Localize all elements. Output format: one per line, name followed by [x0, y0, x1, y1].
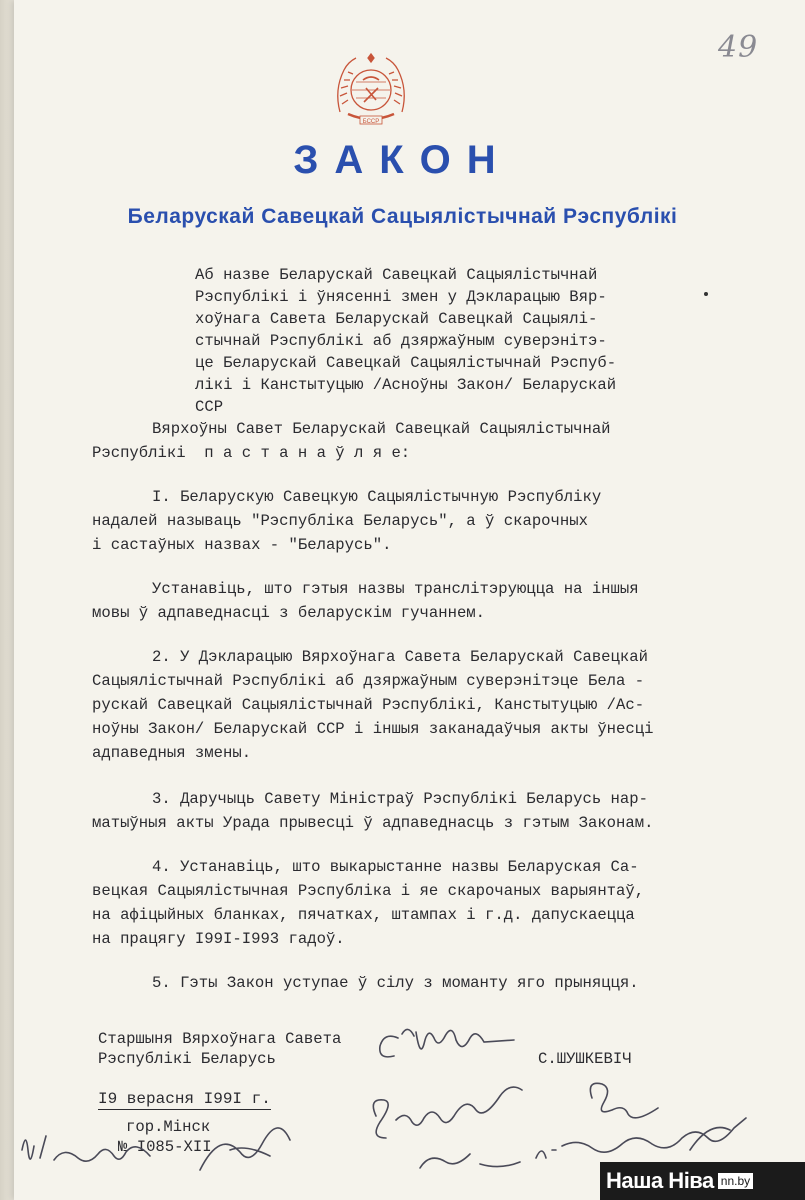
document-number: № I085-XII — [118, 1138, 212, 1156]
document-place: гор.Мінск — [126, 1118, 211, 1136]
signatory-name: С.ШУШКЕВІЧ — [538, 1050, 632, 1068]
article-3-line: 3. Даручыць Савету Міністраў Рэспублікі Беларусь нар- — [152, 790, 648, 808]
document-date: I9 верасня I99I г. — [98, 1090, 271, 1108]
article-1-line: і састаўных назвах - "Беларусь". — [92, 536, 392, 554]
article-1b-line: Устанавіць, што гэтыя назвы транслітэруюцца на іншыя — [152, 580, 639, 598]
preamble-line: Рэспублікі п а с т а н а ў л я е: — [92, 444, 411, 462]
page-number: 49 — [718, 30, 759, 65]
subject-line: стычнай Рэспублікі аб дзяржаўным суверэнітэ- — [195, 332, 607, 350]
article-2-line: адпаведныя змены. — [92, 744, 252, 762]
subject-line: ССР — [195, 398, 224, 416]
signatory-position: Рэспублікі Беларусь — [98, 1050, 276, 1068]
article-2-line: 2. У Дэкларацыю Вярхоўнага Савета Беларускай Савецкай — [152, 648, 648, 666]
article-5-line: 5. Гэты Закон уступае ў сілу з моманту яго прыняцця. — [152, 974, 639, 992]
article-2-line: ноўны Закон/ Беларускай ССР і іншыя заканадаўчыя акты ўнесці — [92, 720, 654, 738]
article-1b-line: мовы ў адпаведнасці з беларускім гучаннем. — [92, 604, 486, 622]
article-1-line: надалей называць "Рэспубліка Беларусь", а ў скарочных — [92, 512, 588, 530]
article-1-line: I. Беларускую Савецкую Сацыялістычную Рэспубліку — [152, 488, 602, 506]
signatory-position: Старшыня Вярхоўнага Савета — [98, 1030, 342, 1048]
article-4-line: вецкая Сацыялістычная Рэспубліка і яе скарочаных варыянтаў, — [92, 882, 645, 900]
subject-line: Аб назве Беларускай Савецкай Сацыялістычнай — [195, 266, 598, 284]
subject-line: хоўнага Савета Беларускай Савецкай Сацыялі- — [195, 310, 598, 328]
document-title: ЗАКОН — [293, 138, 512, 182]
article-4-line: на афіцыйных бланках, пячатках, штампах і г.д. дапускаецца — [92, 906, 635, 924]
article-2-line: рускай Савецкай Сацыялістычнай Рэспублікі, Канстытуцыю /Ас- — [92, 696, 645, 714]
article-3-line: матыўныя акты Урада прывесці ў адпаведнасць з гэтым Законам. — [92, 814, 654, 832]
subject-line: це Беларускай Савецкай Сацыялістычнай Рэспуб- — [195, 354, 617, 372]
nasha-niva-watermark — [600, 1162, 805, 1200]
subject-line: лікі і Канстытуцыю /Асноўны Закон/ Беларускай — [195, 376, 617, 394]
watermark-logo-text: Наша Ніва — [606, 1168, 714, 1193]
subject-line: Рэспублікі і ўнясенні змен у Дэкларацыю Вяр- — [195, 288, 607, 306]
republic-name: Беларускай Савецкай Сацыялістычнай Рэспублікі — [127, 205, 678, 228]
watermark-domain: nn.by — [718, 1173, 753, 1189]
article-4-line: 4. Устанавіць, што выкарыстанне назвы Беларуская Са- — [152, 858, 639, 876]
article-2-line: Сацыялістычнай Рэспублікі аб дзяржаўным суверэнітэце Бела - — [92, 672, 645, 690]
article-4-line: на працягу I99I-I993 гадоў. — [92, 930, 345, 948]
emblem-label: БССР — [362, 119, 380, 125]
preamble-line: Вярхоўны Савет Беларускай Савецкай Сацыялістычнай — [152, 420, 611, 438]
